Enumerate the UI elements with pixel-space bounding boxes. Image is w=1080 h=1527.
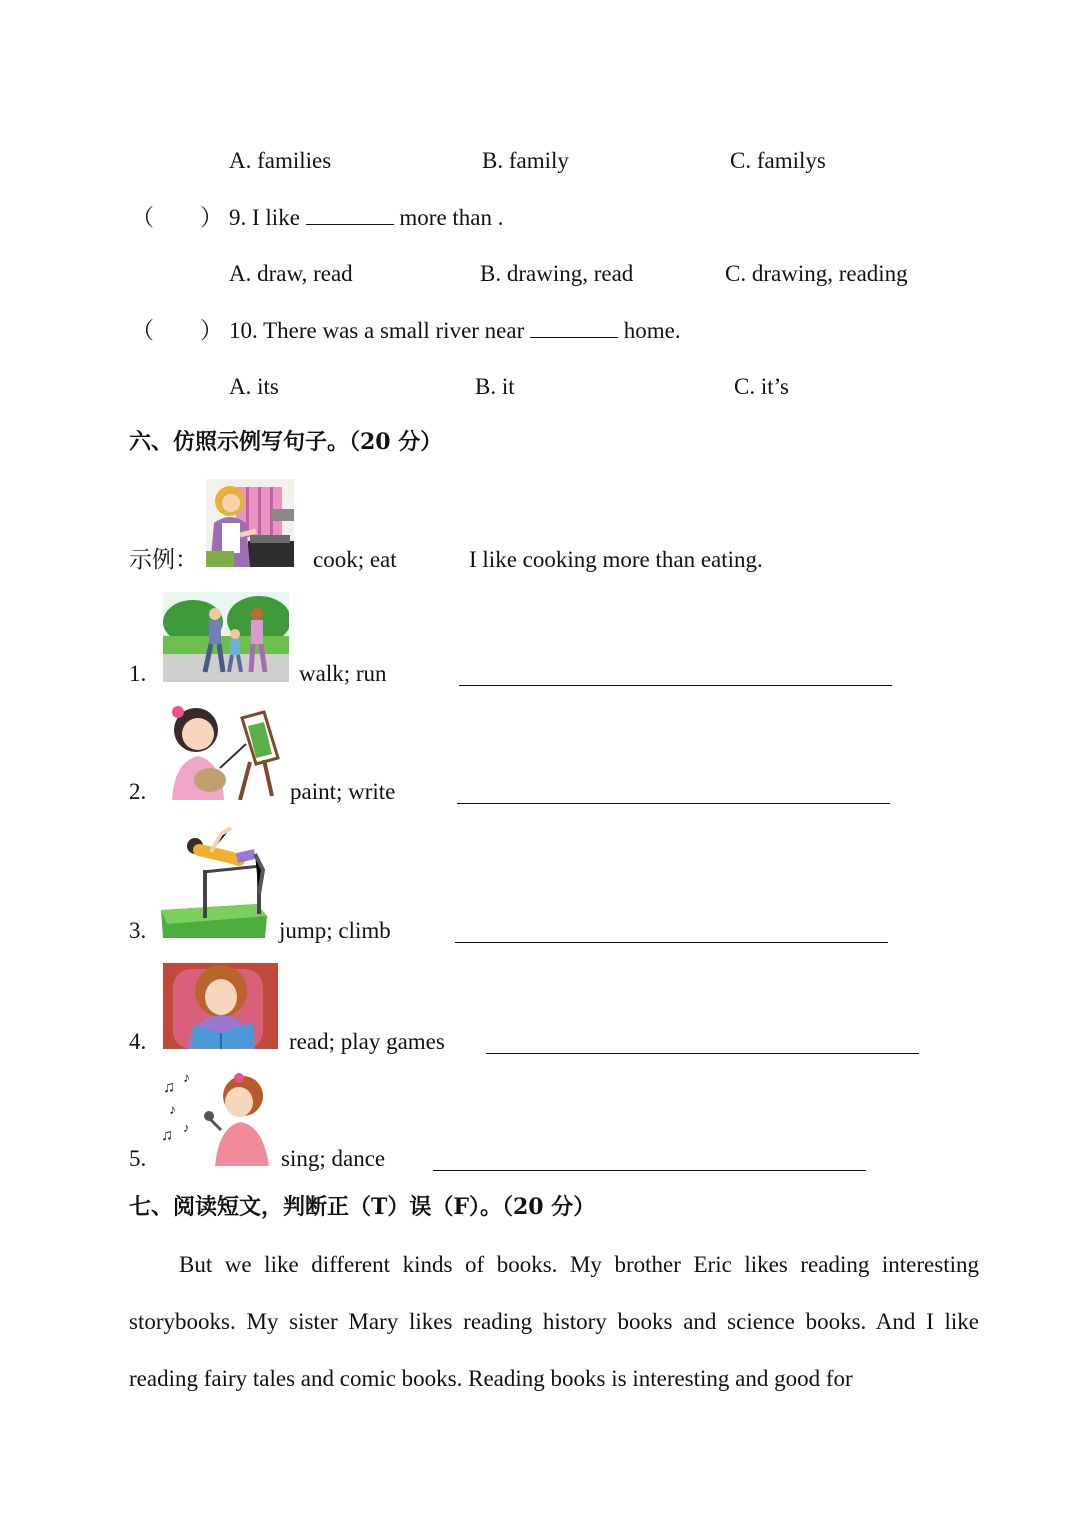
walking-family-picture [163, 592, 289, 682]
q10-answer-paren[interactable]: （ ） [131, 318, 223, 343]
item-2-number: 2. [129, 779, 147, 804]
singing-girl-picture [159, 1070, 271, 1166]
cooking-picture [206, 479, 294, 567]
section6-heading: 六、仿照示例写句子。（20 分） [129, 429, 443, 455]
q9-option-a: A. draw, read [229, 261, 353, 286]
q8-option-a: A. families [229, 148, 332, 173]
section7-heading: 七、阅读短文，判断正（T）误（F）。（20 分） [129, 1194, 596, 1220]
q10-option-b: B. it [475, 374, 515, 399]
q9-stem-post: more than . [393, 205, 504, 230]
item-3-words: jump; climb [279, 918, 391, 943]
q10-option-c: C. it’s [734, 374, 789, 399]
q10-stem-pre: 10. There was a small river near [229, 318, 531, 343]
item-3-answer-line[interactable] [455, 942, 888, 943]
item-1-words: walk; run [299, 661, 387, 686]
q8-option-b: B. family [482, 148, 569, 173]
example-label: 示例： [129, 547, 198, 572]
q10-option-a: A. its [229, 374, 279, 399]
svg-text:♫: ♫ [163, 1079, 175, 1096]
q10-blank[interactable] [530, 319, 618, 338]
q8-option-c: C. familys [730, 148, 826, 173]
q10-stem-post: home. [618, 318, 681, 343]
example-sentence: I like cooking more than eating. [469, 547, 763, 572]
svg-text:♪: ♪ [183, 1071, 190, 1086]
reading-passage [129, 1236, 979, 1407]
q9-option-c: C. drawing, reading [725, 261, 908, 286]
q9-option-b: B. drawing, read [480, 261, 634, 286]
passage-text: But we like different kinds of books. My brother Eric likes reading interesting storybooks. My sister Mary likes reading history books and science books. And I like reading fairy tales and comic books. Reading books is interesting and good for [129, 1252, 979, 1391]
item-2-words: paint; write [290, 779, 396, 804]
item-1-number: 1. [129, 661, 147, 686]
q10-stem [229, 319, 681, 342]
svg-text:♫: ♫ [161, 1127, 173, 1144]
item-1-answer-line[interactable] [459, 685, 892, 686]
q9-stem-pre: 9. I like [229, 205, 306, 230]
item-4-words: read; play games [289, 1029, 445, 1054]
painting-girl-picture [160, 700, 280, 800]
item-2-answer-line[interactable] [457, 803, 890, 804]
q9-stem [229, 206, 504, 229]
high-jump-picture [159, 820, 269, 940]
reading-girl-picture [163, 963, 278, 1049]
svg-text:♪: ♪ [169, 1103, 176, 1118]
q9-answer-paren[interactable]: （ ） [131, 205, 223, 230]
example-words: cook; eat [313, 547, 397, 572]
q9-blank[interactable] [306, 206, 394, 225]
svg-text:♪: ♪ [183, 1120, 190, 1135]
item-4-answer-line[interactable] [486, 1053, 919, 1054]
item-4-number: 4. [129, 1029, 147, 1054]
item-3-number: 3. [129, 918, 147, 943]
item-5-number: 5. [129, 1146, 147, 1171]
item-5-words: sing; dance [281, 1146, 386, 1171]
item-5-answer-line[interactable] [433, 1170, 866, 1171]
